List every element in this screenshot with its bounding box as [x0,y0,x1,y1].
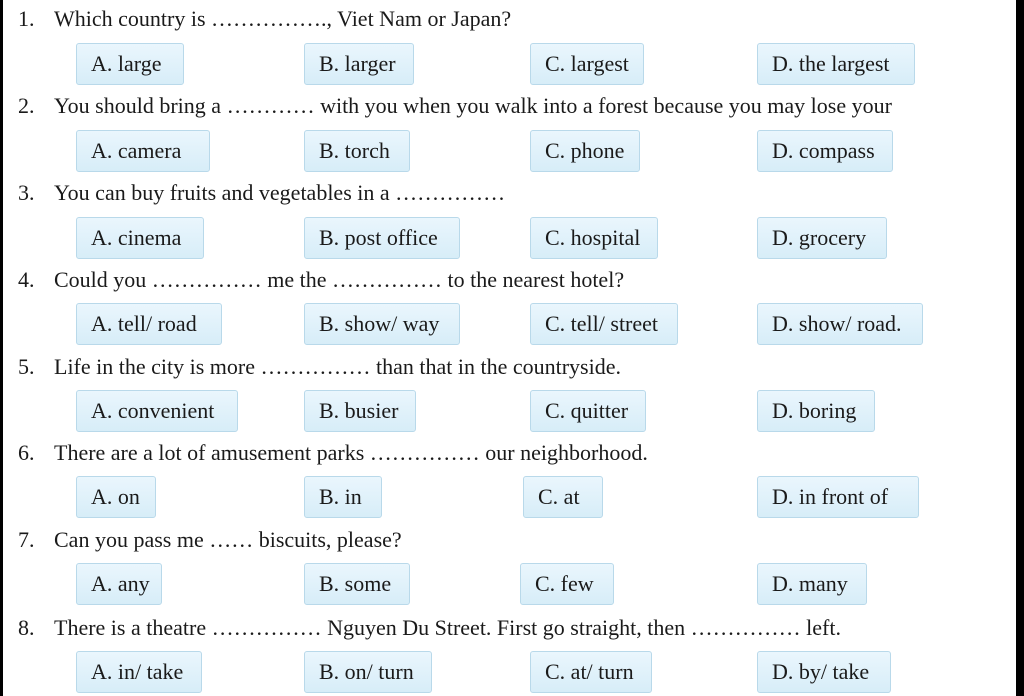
q2-option-a[interactable]: A. camera [76,130,210,172]
question-number: 7. [18,527,35,552]
q2-option-c[interactable]: C. phone [530,130,640,172]
question-number: 1. [18,6,35,31]
question-text: Life in the city is more …………… than that in the countryside. [54,354,621,379]
q2-option-b[interactable]: B. torch [304,130,410,172]
q1-option-c[interactable]: C. largest [530,43,644,85]
question-text: There is a theatre …………… Nguyen Du Street. First go straight, then …………… left. [54,615,841,640]
question-text: Can you pass me …… biscuits, please? [54,527,402,552]
q5-option-d[interactable]: D. boring [757,390,875,432]
q4-option-a[interactable]: A. tell/ road [76,303,222,345]
q4-option-c[interactable]: C. tell/ street [530,303,678,345]
q3-option-d[interactable]: D. grocery [757,217,887,259]
q7-option-c[interactable]: C. few [520,563,614,605]
q4-option-b[interactable]: B. show/ way [304,303,460,345]
question-text: You should bring a ………… with you when you walk into a forest because you may lose your [54,93,892,118]
question-8 [18,613,841,643]
q7-option-d[interactable]: D. many [757,563,867,605]
q2-option-d[interactable]: D. compass [757,130,893,172]
q4-option-d[interactable]: D. show/ road. [757,303,923,345]
question-text: Which country is ……………., Viet Nam or Japan? [54,6,512,31]
q7-option-a[interactable]: A. any [76,563,162,605]
q5-option-b[interactable]: B. busier [304,390,416,432]
q6-option-c[interactable]: C. at [523,476,603,518]
q6-option-a[interactable]: A. on [76,476,156,518]
question-text: You can buy fruits and vegetables in a …………… [54,180,506,205]
question-6 [18,438,648,468]
q1-option-d[interactable]: D. the largest [757,43,915,85]
q5-option-c[interactable]: C. quitter [530,390,646,432]
q8-option-b[interactable]: B. on/ turn [304,651,432,693]
question-number: 5. [18,354,35,379]
question-number: 6. [18,440,35,465]
question-number: 4. [18,267,35,292]
q5-option-a[interactable]: A. convenient [76,390,238,432]
question-number: 3. [18,180,35,205]
q3-option-a[interactable]: A. cinema [76,217,204,259]
q8-option-c[interactable]: C. at/ turn [530,651,652,693]
question-2 [18,91,892,121]
question-number: 2. [18,93,35,118]
q6-option-d[interactable]: D. in front of [757,476,919,518]
right-border [1016,0,1024,696]
q1-option-b[interactable]: B. larger [304,43,414,85]
question-3 [18,178,505,208]
q7-option-b[interactable]: B. some [304,563,410,605]
question-number: 8. [18,615,35,640]
question-4 [18,265,624,295]
q6-option-b[interactable]: B. in [304,476,382,518]
q3-option-b[interactable]: B. post office [304,217,460,259]
question-text: There are a lot of amusement parks …………… our neighborhood. [54,440,648,465]
q8-option-a[interactable]: A. in/ take [76,651,202,693]
q1-option-a[interactable]: A. large [76,43,184,85]
question-5 [18,352,621,382]
q8-option-d[interactable]: D. by/ take [757,651,891,693]
question-1 [18,4,511,34]
q3-option-c[interactable]: C. hospital [530,217,658,259]
question-text: Could you …………… me the …………… to the nearest hotel? [54,267,625,292]
question-7 [18,525,402,555]
